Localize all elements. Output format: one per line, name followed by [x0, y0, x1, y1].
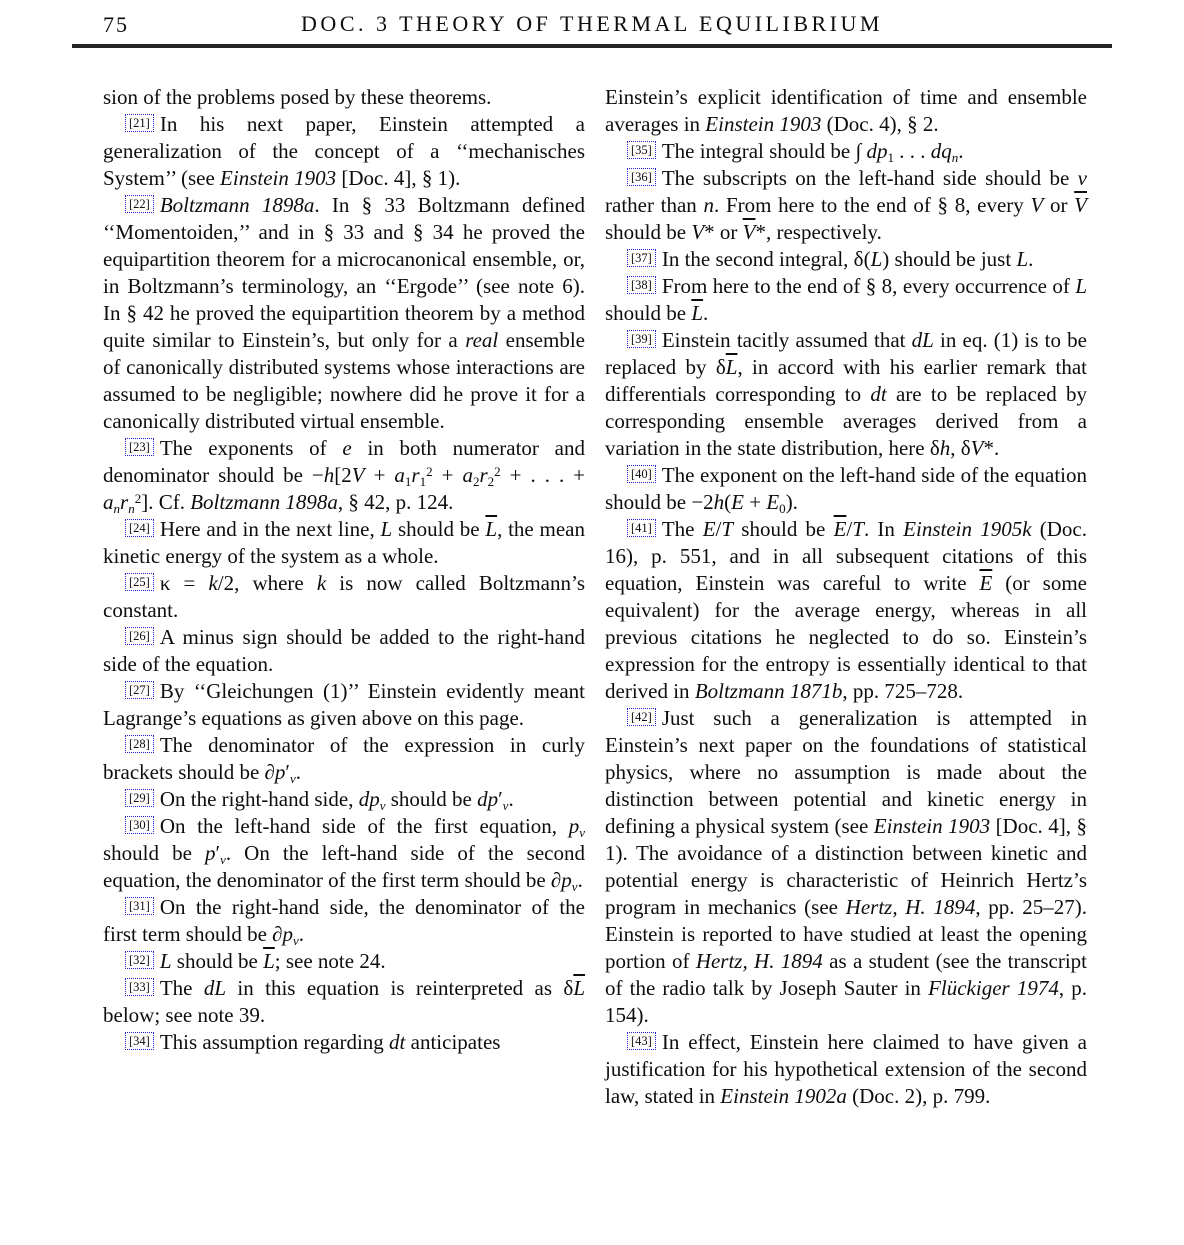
text-segment: (Doc. 16), p. 551, and in all subsequent citations of this equation, Einstein was careful to write [605, 517, 1087, 595]
text-columns [103, 84, 1088, 1110]
note-40-paragraph [605, 462, 1087, 516]
text-segment: V [970, 436, 984, 460]
text-segment: Just such a generalization is attempted in Einstein’s next paper on the foundations of statistical physics, where no assumption is made about the distinction between potential and kinetic energy in defining a physical system (see [605, 706, 1087, 838]
text-segment: ensemble of canonically distributed systems whose interactions are assumed to be negligible; nowhere did he prove it for a canonically distributed virtual ensemble. [103, 328, 585, 433]
note-link-38[interactable]: [38] [627, 276, 656, 294]
text-segment: is now called Boltzmann’s constant. [103, 571, 585, 622]
note-link-26[interactable]: [26] [125, 627, 154, 645]
text-segment: On the left-hand side of the first equation, [159, 814, 569, 838]
text-segment: V [351, 463, 365, 487]
text-segment: E [766, 490, 780, 514]
text-segment: e [342, 436, 352, 460]
text-segment: p [282, 922, 294, 946]
note-42-paragraph [605, 705, 1087, 1029]
text-segment: E [702, 517, 716, 541]
text-segment: T [852, 517, 864, 541]
note-37-paragraph [605, 246, 1087, 273]
text-segment: a [462, 463, 473, 487]
text-segment: ). [785, 490, 798, 514]
text-segment: Boltzmann 1898a [159, 193, 315, 217]
text-segment: * or [704, 220, 743, 244]
text-segment: r [120, 490, 129, 514]
note-38-paragraph [605, 273, 1087, 327]
text-segment: ν [1077, 166, 1087, 190]
note-43-paragraph [605, 1029, 1087, 1110]
note-link-36[interactable]: [36] [627, 168, 656, 186]
text-segment: , p. 154). [605, 976, 1088, 1027]
text-segment: $\overline{L}$ [573, 976, 585, 1000]
text-segment: . [295, 760, 302, 784]
note-30-paragraph [103, 813, 585, 894]
text-segment: p [561, 868, 572, 892]
text-segment: in eq. (1) is to be replaced by δ [605, 328, 1087, 379]
text-segment: [Doc. 4], § 1). The avoidance of a distinction between kinetic and potential energy is characteristic of Heinrich Hertz’s program in mechanics (see [605, 814, 1087, 919]
text-segment: real [465, 328, 499, 352]
note-link-35[interactable]: [35] [627, 141, 656, 159]
text-segment: . [703, 301, 709, 325]
text-segment: ν [579, 824, 585, 840]
text-segment: n [703, 193, 714, 217]
text-segment: On the right-hand side, the denominator of the first term should be ∂ [103, 895, 585, 946]
text-segment: dt [870, 382, 887, 406]
text-segment: ]. Cf. [141, 490, 191, 514]
text-segment: $\overline{E}$ [833, 517, 847, 541]
text-segment: are to be replaced by corresponding ensemble averages derived from a variation in the state distribution, here δ [605, 382, 1087, 460]
text-segment: n [951, 149, 959, 165]
text-segment: (Doc. 4), § 2. [821, 112, 939, 136]
text-segment: h [323, 463, 335, 487]
text-segment: Einstein 1903 [705, 112, 822, 136]
continuation-paragraph [103, 84, 585, 111]
text-segment: E [731, 490, 744, 514]
text-segment: . [508, 787, 514, 811]
text-segment: ν [290, 770, 296, 786]
text-segment: ( [724, 490, 732, 514]
text-segment: should be [171, 949, 264, 973]
text-segment: By ‘‘Gleichungen (1)’’ Einstein evidently meant Lagrange’s equations as given above on this page. [103, 679, 585, 730]
text-segment: in both numerator and denominator should be − [103, 436, 585, 487]
text-segment: The [661, 517, 703, 541]
text-segment: anticipates [405, 1030, 501, 1054]
text-segment: ′ [285, 760, 291, 784]
text-segment: $\overline{L}$ [485, 517, 498, 541]
text-segment: / [715, 517, 722, 541]
text-segment: p [204, 841, 216, 865]
note-link-27[interactable]: [27] [125, 681, 154, 699]
note-29-paragraph [103, 786, 585, 813]
text-segment: r [479, 463, 488, 487]
text-segment: , pp. 25–27). Einstein is reported to have studied at least the opening portion of [605, 895, 1087, 973]
text-segment: . . . [893, 139, 931, 163]
text-segment: Hertz, H. 1894 [845, 895, 976, 919]
text-segment: . In § 33 Boltzmann defined ‘‘Momentoiden,’’ and in § 33 and § 34 he proved the equipartition theorem for a microcanonical ensemble, or, in Boltzmann’s terminology, an ‘‘Ergode’’ (see note 6). In § 42 he proved the equipartition theorem by a method quite similar to Einstein’s, but only for a [103, 193, 585, 352]
text-segment: The integral should be ∫ [661, 139, 867, 163]
text-segment: should be [733, 517, 834, 541]
text-segment: $\overline{V}$ [742, 220, 756, 244]
text-segment: V [691, 220, 705, 244]
text-segment: 2 [426, 463, 433, 479]
note-link-33[interactable]: [33] [125, 978, 154, 996]
text-segment: $\overline{E}$ [979, 571, 993, 595]
note-28-paragraph [103, 732, 585, 786]
text-segment: dp [358, 787, 380, 811]
text-segment: T [721, 517, 734, 541]
text-segment: r [411, 463, 420, 487]
text-segment: The [159, 976, 204, 1000]
note-link-29[interactable]: [29] [125, 789, 154, 807]
text-segment: p [274, 760, 286, 784]
text-segment: *, respectively. [755, 220, 882, 244]
note-26-paragraph [103, 624, 585, 678]
note-23-paragraph [103, 435, 585, 516]
text-segment: as a student (see the transcript of the radio talk by Joseph Sauter in [605, 949, 1087, 1000]
text-segment: dp [866, 139, 888, 163]
text-segment: Hertz, H. 1894 [695, 949, 823, 973]
text-segment: *. [983, 436, 1000, 460]
text-segment: $\overline{V}$ [1074, 193, 1087, 217]
text-segment: 2 [472, 473, 480, 489]
note-link-37[interactable]: [37] [627, 249, 656, 267]
text-segment: should be [605, 220, 692, 244]
text-segment: 1 [887, 149, 894, 165]
note-link-39[interactable]: [39] [627, 330, 656, 348]
text-segment: The denominator of the expression in curly brackets should be ∂ [103, 733, 585, 784]
note-22-paragraph [103, 192, 585, 435]
note-link-42[interactable]: [42] [627, 708, 656, 726]
text-segment: should be [103, 841, 205, 865]
text-segment: . On the left-hand side of the second equation, the denominator of the first term should be ∂ [103, 841, 585, 892]
text-segment: ′ [215, 841, 221, 865]
text-segment: The subscripts on the left-hand side should be [661, 166, 1078, 190]
text-segment: dq [930, 139, 952, 163]
text-segment: [Doc. 4], § 1). [336, 166, 461, 190]
text-segment: n [128, 500, 135, 516]
note-35-paragraph [605, 138, 1087, 165]
text-segment: rather than [605, 193, 704, 217]
text-segment: should be [605, 301, 692, 325]
text-segment: or [1043, 193, 1075, 217]
note-link-41[interactable]: [41] [627, 519, 656, 537]
note-link-21[interactable]: [21] [125, 114, 154, 132]
text-segment: + [364, 463, 395, 487]
text-segment: should be [385, 787, 478, 811]
continuation-paragraph [605, 84, 1087, 138]
text-segment: . From here to the end of § 8, every [714, 193, 1031, 217]
text-segment: dt [389, 1030, 406, 1054]
text-segment: Here and in the next line, [159, 517, 381, 541]
text-segment: ν [220, 851, 226, 867]
note-link-28[interactable]: [28] [125, 735, 154, 753]
column-left [103, 84, 585, 1110]
note-link-32[interactable]: [32] [125, 951, 154, 969]
text-segment: L [870, 247, 883, 271]
text-segment: Flückiger 1974 [928, 976, 1059, 1000]
text-segment: , pp. 725–728. [842, 679, 964, 703]
text-segment: κ = [159, 571, 209, 595]
text-segment: below; see note 39. [103, 1003, 266, 1027]
text-segment: ν [571, 878, 578, 894]
header-rule [72, 44, 1112, 48]
text-segment: dp [477, 787, 499, 811]
text-segment: L [1075, 274, 1087, 298]
text-segment: V [1030, 193, 1044, 217]
text-segment: 0 [779, 500, 786, 516]
text-segment: , § 42, p. 124. [337, 490, 454, 514]
text-segment: 1 [404, 473, 412, 489]
text-segment: . [958, 139, 964, 163]
text-segment: This assumption regarding [159, 1030, 390, 1054]
text-segment: Boltzmann 1898a [190, 490, 338, 514]
text-segment: dL [203, 976, 227, 1000]
text-segment: + [744, 490, 767, 514]
text-segment: . [577, 868, 583, 892]
note-25-paragraph [103, 570, 585, 624]
note-36-paragraph [605, 165, 1087, 246]
running-head: DOC. 3 THEORY OF THERMAL EQUILIBRIUM [301, 11, 883, 36]
text-segment: $\overline{L}$ [263, 949, 275, 973]
text-segment: In his next paper, Einstein attempted a generalization of the concept of a ‘‘mechanisches System’’ (see [103, 112, 585, 190]
text-segment: should be [392, 517, 486, 541]
note-link-43[interactable]: [43] [627, 1032, 656, 1050]
text-segment: k [208, 571, 218, 595]
text-segment: $\overline{L}$ [725, 355, 738, 379]
text-segment: L [380, 517, 393, 541]
text-segment: , δ [950, 436, 971, 460]
note-link-40[interactable]: [40] [627, 465, 656, 483]
note-link-25[interactable]: [25] [125, 573, 154, 591]
text-segment: The exponents of [159, 436, 343, 460]
text-segment: L [159, 949, 172, 973]
text-segment: ) should be just [882, 247, 1017, 271]
note-34-paragraph [103, 1029, 585, 1056]
text-segment: . In [863, 517, 904, 541]
text-segment: ; see note 24. [274, 949, 386, 973]
text-segment: 1 [419, 473, 427, 489]
note-27-paragraph [103, 678, 585, 732]
text-segment: k [316, 571, 327, 595]
text-segment: 2 [494, 463, 501, 479]
column-right [605, 84, 1087, 1110]
note-31-paragraph [103, 894, 585, 948]
text-segment: ′ [498, 787, 503, 811]
text-segment: ν [293, 932, 299, 948]
text-segment: (or some equivalent) for the average energy, whereas in all previous citations he neglected to do so. Einstein’s expression for the entropy is essentially identical to that derived in [605, 571, 1087, 703]
text-segment: h [713, 490, 725, 514]
text-segment: 2 [134, 490, 142, 506]
text-segment: , the mean kinetic energy of the system as a whole. [103, 517, 586, 568]
text-segment: (Doc. 2), p. 799. [846, 1084, 991, 1108]
text-segment: p [568, 814, 580, 838]
text-segment: h [939, 436, 951, 460]
text-segment: Einstein’s explicit identification of time and ensemble averages in [605, 85, 1087, 136]
note-link-22[interactable]: [22] [125, 195, 154, 213]
note-39-paragraph [605, 327, 1087, 462]
text-segment: 2 [487, 473, 495, 489]
text-segment: Einstein 1903 [220, 166, 337, 190]
text-segment: L [1016, 247, 1029, 271]
text-segment: The exponent on the left-hand side of the equation should be −2 [605, 463, 1087, 514]
note-link-23[interactable]: [23] [125, 438, 154, 456]
text-segment: Einstein 1905k [903, 517, 1032, 541]
text-segment: sion of the problems posed by these theorems. [103, 85, 492, 109]
note-21-paragraph [103, 111, 585, 192]
text-segment: n [113, 500, 121, 516]
note-24-paragraph [103, 516, 585, 570]
note-41-paragraph [605, 516, 1087, 705]
text-segment: , in accord with his earlier remark that differentials corresponding to [605, 355, 1087, 406]
text-segment: In effect, Einstein here claimed to have given a justification for his hypothetical extension of the second law, stated in [605, 1030, 1087, 1108]
text-segment: a [394, 463, 405, 487]
text-segment: dL [911, 328, 934, 352]
text-segment: $\overline{L}$ [691, 301, 704, 325]
text-segment: /2, where [217, 571, 317, 595]
text-segment: + [432, 463, 463, 487]
note-link-31[interactable]: [31] [125, 897, 154, 915]
text-segment: On the right-hand side, [159, 787, 359, 811]
note-link-24[interactable]: [24] [125, 519, 154, 537]
text-segment: A minus sign should be added to the right-hand side of the equation. [103, 625, 585, 676]
text-segment: ν [379, 797, 386, 813]
note-32-paragraph [103, 948, 585, 975]
text-segment: Boltzmann 1871b [694, 679, 843, 703]
text-segment: a [103, 490, 114, 514]
text-segment: ν [502, 797, 509, 813]
note-link-34[interactable]: [34] [125, 1032, 154, 1050]
text-segment: + . . . + [500, 463, 586, 487]
note-33-paragraph [103, 975, 585, 1029]
text-segment: / [846, 517, 853, 541]
text-segment: In the second integral, δ( [661, 247, 871, 271]
text-segment: Einstein 1902a [720, 1084, 847, 1108]
page-number: 75 [103, 12, 129, 37]
text-segment: in this equation is reinterpreted as δ [226, 976, 574, 1000]
text-segment: . [1028, 247, 1034, 271]
text-segment: From here to the end of § 8, every occurrence of [661, 274, 1076, 298]
text-segment: Einstein 1903 [873, 814, 991, 838]
text-segment: Einstein tacitly assumed that [661, 328, 912, 352]
text-segment: [2 [334, 463, 352, 487]
note-link-30[interactable]: [30] [125, 816, 154, 834]
text-segment: . [298, 922, 305, 946]
